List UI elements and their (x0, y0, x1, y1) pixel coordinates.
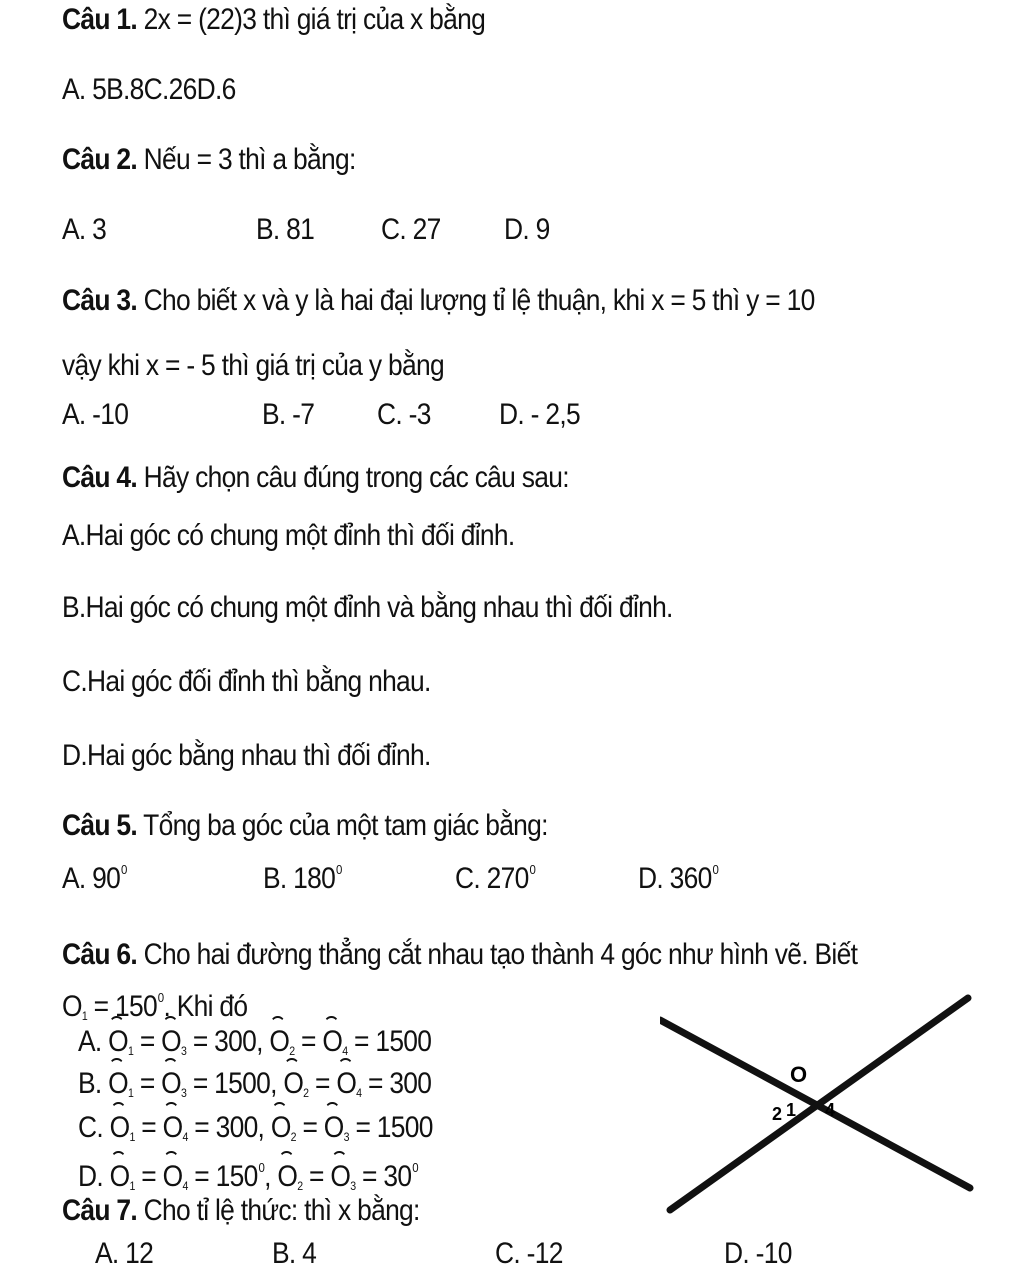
q3-option-b: B. -7 (262, 398, 315, 431)
q7-label: Câu 7. (62, 1194, 138, 1227)
q3-option-c: C. -3 (377, 398, 431, 431)
q1-label: Câu 1. (62, 3, 138, 36)
q2-stem (62, 142, 356, 178)
q4-option-a: A.Hai góc có chung một đỉnh thì đối đỉnh. (62, 519, 515, 552)
q4-option-c: C.Hai góc đối đỉnh thì bằng nhau. (62, 665, 431, 698)
q3-label: Câu 3. (62, 284, 138, 317)
q5-option-a: A. $90^0$ (62, 862, 127, 895)
q7-option-b: B. 4 (272, 1237, 317, 1270)
q4-label: Câu 4. (62, 461, 138, 494)
vertex-label: O (790, 1062, 808, 1087)
q5-option-c: C. $270^0$ (455, 862, 536, 895)
q6-stem (62, 937, 857, 973)
q5-option-b: B. $180^0$ (263, 862, 342, 895)
q7-option-a: A. 12 (95, 1237, 154, 1270)
q1-text: 2x = (22)3 thì giá trị của x bằng (143, 3, 486, 36)
q1-stem (62, 2, 485, 38)
q7-option-d: D. -10 (724, 1237, 792, 1270)
q6-option-c: C. $O_1 = O_4 = 300$, $O_2 = O_3 = 1500$ (78, 1110, 433, 1155)
degree-mark: 0 (121, 862, 127, 877)
q7-text: Cho tỉ lệ thức: thì x bằng: (143, 1194, 420, 1227)
q2-text: Nếu = 3 thì a bằng: (143, 143, 356, 176)
q3-option-d: D. - 2,5 (499, 398, 580, 431)
q6-option-a: A. $O_1 = O_3 = 300$, $O_2 = O_4 = 1500$ (78, 1024, 431, 1069)
degree-mark: 0 (335, 862, 342, 877)
q2-option-a: A. 3 (62, 213, 107, 246)
intersecting-lines-figure (660, 990, 980, 1220)
angle-label-2: 2 (772, 1104, 783, 1124)
line-2 (670, 998, 968, 1210)
q2-option-d: D. 9 (504, 213, 550, 246)
q1-options: A. 5B.8C.26D.6 (62, 73, 236, 106)
q6-text: Cho hai đường thẳng cắt nhau tạo thành 4 góc như hình vẽ. Biết (143, 938, 858, 971)
q4-stem (62, 460, 569, 496)
q5-text: Tổng ba góc của một tam giác bằng: (143, 809, 548, 842)
q2-option-b: B. 81 (256, 213, 315, 246)
q2-option-c: C. 27 (381, 213, 441, 246)
q6-given: $O_1 = 150^0$. Khi đó (62, 990, 248, 1023)
q2-label: Câu 2. (62, 143, 138, 176)
q7-option-c: C. -12 (495, 1237, 563, 1270)
q4-text: Hãy chọn câu đúng trong các câu sau: (143, 461, 569, 494)
q6-option-b: B. $O_1 = O_3 = 1500$, $O_2 = O_4 = 300$ (78, 1066, 431, 1111)
q5-option-d: D. $360^0$ (638, 862, 719, 895)
q6-option-d: D. $O_1 = O_4 = 150^0$, $O_2 = O_3 = 30^0$ (78, 1150, 418, 1204)
q5-stem (62, 808, 548, 844)
angle-label-1: 1 (786, 1100, 797, 1120)
q4-option-d: D.Hai góc bằng nhau thì đối đỉnh. (62, 739, 431, 772)
q4-option-b: B.Hai góc có chung một đỉnh và bằng nhau thì đối đỉnh. (62, 591, 673, 624)
degree-mark: 0 (712, 862, 719, 877)
q3-option-a: A. -10 (62, 398, 129, 431)
q7-stem (62, 1193, 420, 1229)
q3-stem-2: vậy khi x = - 5 thì giá trị của y bằng (62, 349, 444, 382)
angle-label-4: 4 (825, 1100, 836, 1120)
q5-label: Câu 5. (62, 809, 138, 842)
q3-text: Cho biết x và y là hai đại lượng tỉ lệ thuận, khi x = 5 thì y = 10 (143, 284, 815, 317)
q6-label: Câu 6. (62, 938, 138, 971)
degree-mark: 0 (529, 862, 536, 877)
q3-stem (62, 283, 815, 319)
